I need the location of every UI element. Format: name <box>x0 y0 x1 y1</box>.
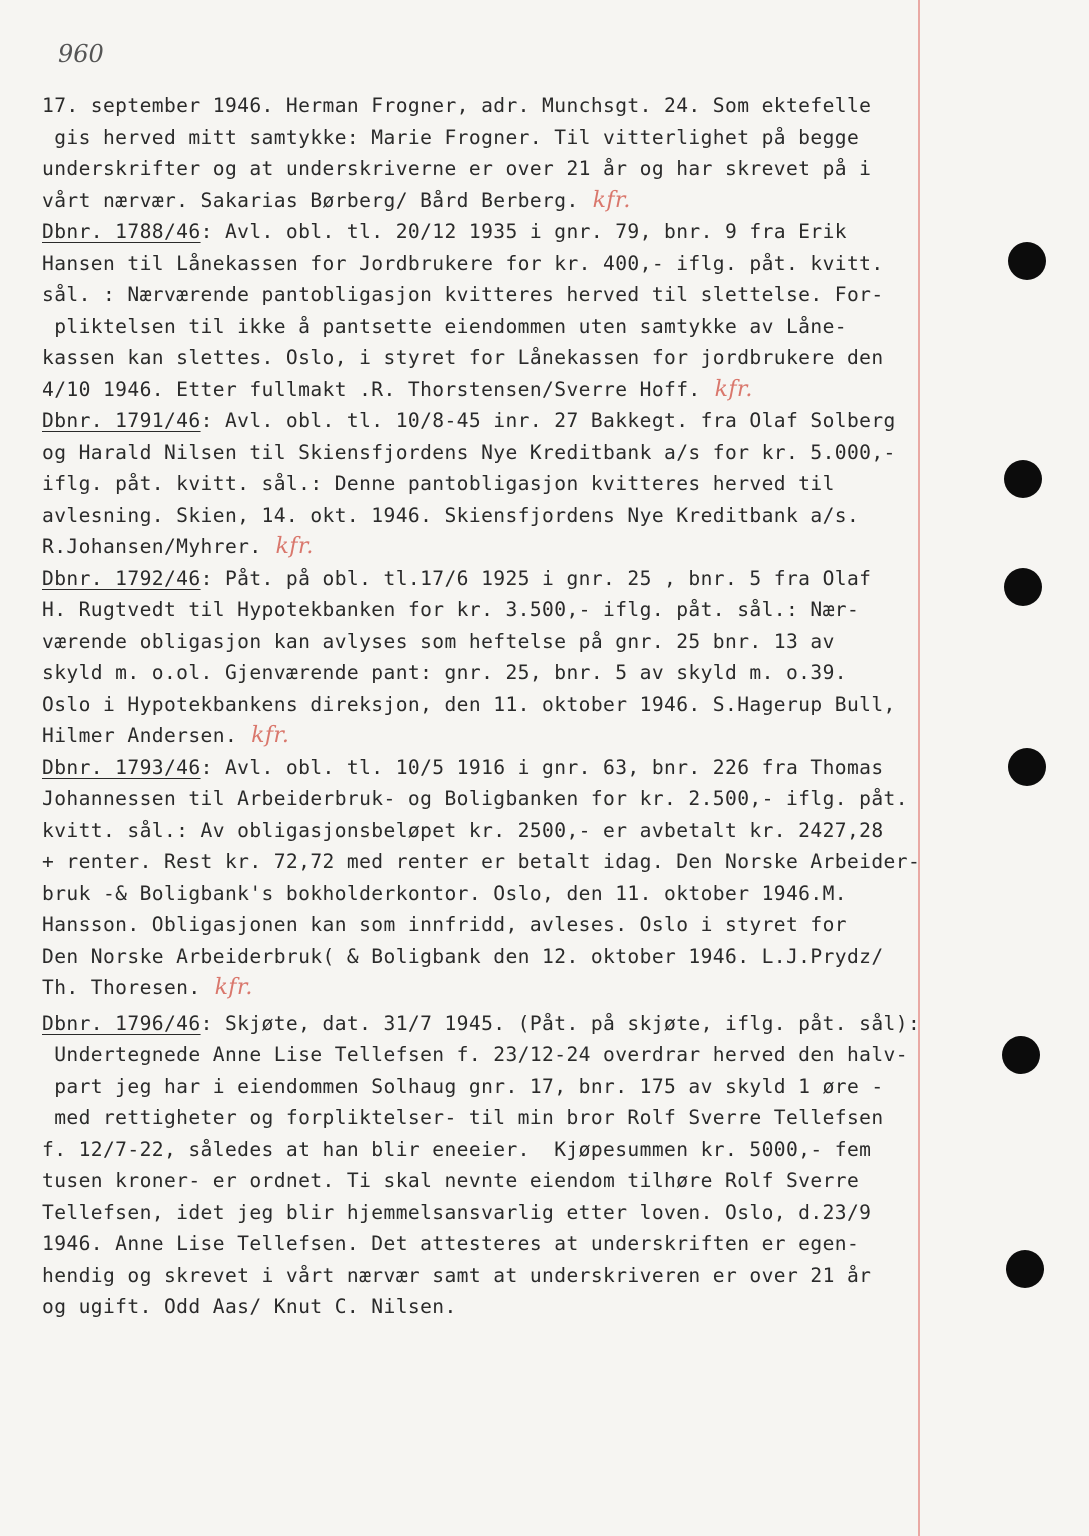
text-line: med rettigheter og forpliktelser- til min bror Rolf Sverre Tellefsen <box>42 1106 884 1129</box>
text-line: underskrifter og at underskriverne er over 21 år og har skrevet på i <box>42 157 872 180</box>
text-line: Tellefsen, idet jeg blir hjemmelsansvarlig etter loven. Oslo, d.23/9 <box>42 1200 872 1224</box>
entry-heading-line: Dbnr. 1796/46: Skjøte, dat. 31/7 1945. (Påt. på skjøte, iflg. påt. sål): <box>42 1011 921 1035</box>
text-line: vårt nærvær. Sakarias Børberg/ Bård Berberg. kfr. <box>42 187 631 213</box>
signature-initials: kfr. <box>275 534 314 559</box>
punch-hole <box>1006 1250 1044 1288</box>
text-line: værende obligasjon kan avlyses som heftelse på gnr. 25 bnr. 13 av <box>42 629 835 653</box>
entry-heading-line: Dbnr. 1792/46: Påt. på obl. tl.17/6 1925 i gnr. 25 , bnr. 5 fra Olaf <box>42 566 872 590</box>
signature-initials: kfr. <box>592 187 631 213</box>
page-number: 960 <box>58 40 104 68</box>
text-line: 1946. Anne Lise Tellefsen. Det attesteres at underskriften er egen- <box>42 1232 860 1255</box>
text-line: tusen kroner- er ordnet. Ti skal nevnte eiendom tilhøre Rolf Sverre <box>42 1169 860 1192</box>
text-line: f. 12/7-22, således at han blir eneeier. Kjøpesummen kr. 5000,- fem <box>42 1137 872 1161</box>
text-line: pliktelsen til ikke å pantsette eiendommen uten samtykke av Låne- <box>42 314 847 338</box>
entry-heading-line: Dbnr. 1788/46: Avl. obl. tl. 20/12 1935 i gnr. 79, bnr. 9 fra Erik <box>42 220 847 243</box>
punch-hole <box>1004 460 1042 498</box>
entry-heading-line: Dbnr. 1793/46: Avl. obl. tl. 10/5 1916 i gnr. 63, bnr. 226 fra Thomas <box>42 755 884 779</box>
punch-hole <box>1004 568 1042 606</box>
text-line: sål. : Nærværende pantobligasjon kvitteres herved til slettelse. For- <box>42 283 884 306</box>
text-line: og ugift. Odd Aas/ Knut C. Nilsen. <box>42 1295 457 1318</box>
text-line: kassen kan slettes. Oslo, i styret for Lånekassen for jordbrukere den <box>42 346 884 369</box>
text-line: Den Norske Arbeiderbruk( & Boligbank den 12. oktober 1946. L.J.Prydz/ <box>42 944 884 968</box>
text-line: Oslo i Hypotekbankens direksjon, den 11. oktober 1946. S.Hagerup Bull, <box>42 692 896 716</box>
punch-hole <box>1002 1036 1040 1074</box>
text-line: gis herved mitt samtykke: Marie Frogner. Til vitterlighet på begge <box>42 125 860 149</box>
signature-initials: kfr. <box>251 723 290 748</box>
dbnr-label: Dbnr. 1793/46 <box>42 755 201 779</box>
signature-initials: kfr. <box>714 376 753 402</box>
dbnr-label: Dbnr. 1788/46 <box>42 220 201 243</box>
entries-text <box>42 90 942 1323</box>
text-line: hendig og skrevet i vårt nærvær samt at underskriveren er over 21 år <box>42 1263 872 1287</box>
text-line: + renter. Rest kr. 72,72 med renter er betalt idag. Den Norske Arbeider- <box>42 850 921 873</box>
dbnr-label: Dbnr. 1796/46 <box>42 1011 201 1035</box>
text-line: skyld m. o.ol. Gjenværende pant: gnr. 25, bnr. 5 av skyld m. o.39. <box>42 661 847 684</box>
text-line: avlesning. Skien, 14. okt. 1946. Skiensfjordens Nye Kreditbank a/s. <box>42 503 860 527</box>
text-line: Undertegnede Anne Lise Tellefsen f. 23/12-24 overdrar herved den halv- <box>42 1043 908 1066</box>
signature-initials: kfr. <box>214 975 253 1000</box>
text-line: Hilmer Andersen. kfr. <box>42 723 290 748</box>
dbnr-label: Dbnr. 1792/46 <box>42 566 201 590</box>
text-line: part jeg har i eiendommen Solhaug gnr. 17, bnr. 175 av skyld 1 øre - <box>42 1074 884 1098</box>
text-line: Johannessen til Arbeiderbruk- og Boligbanken for kr. 2.500,- iflg. påt. <box>42 787 908 810</box>
text-line: H. Rugtvedt til Hypotekbanken for kr. 3.500,- iflg. påt. sål.: Nær- <box>42 598 860 621</box>
text-line: Hansen til Lånekassen for Jordbrukere for kr. 400,- iflg. påt. kvitt. <box>42 251 884 275</box>
entry-heading-line: Dbnr. 1791/46: Avl. obl. tl. 10/8-45 inr. 27 Bakkegt. fra Olaf Solberg <box>42 409 896 432</box>
text-line: iflg. påt. kvitt. sål.: Denne pantobligasjon kvitteres herved til <box>42 472 835 495</box>
text-line: kvitt. sål.: Av obligasjonsbeløpet kr. 2500,- er avbetalt kr. 2427,28 <box>42 818 884 842</box>
text-line: 17. september 1946. Herman Frogner, adr. Munchsgt. 24. Som ektefelle <box>42 94 872 117</box>
text-line: 4/10 1946. Etter fullmakt .R. Thorstensen/Sverre Hoff. kfr. <box>42 376 753 402</box>
text-line: og Harald Nilsen til Skiensfjordens Nye Kreditbank a/s for kr. 5.000,- <box>42 440 896 464</box>
text-line: Th. Thoresen. kfr. <box>42 975 253 1000</box>
punch-hole <box>1008 748 1046 786</box>
punch-hole <box>1008 242 1046 280</box>
text-line: R.Johansen/Myhrer. kfr. <box>42 534 314 559</box>
text-line: Hansson. Obligasjonen kan som innfridd, avleses. Oslo i styret for <box>42 913 847 936</box>
dbnr-label: Dbnr. 1791/46 <box>42 409 201 432</box>
text-line: bruk -& Boligbank's bokholderkontor. Oslo, den 11. oktober 1946.M. <box>42 881 847 905</box>
